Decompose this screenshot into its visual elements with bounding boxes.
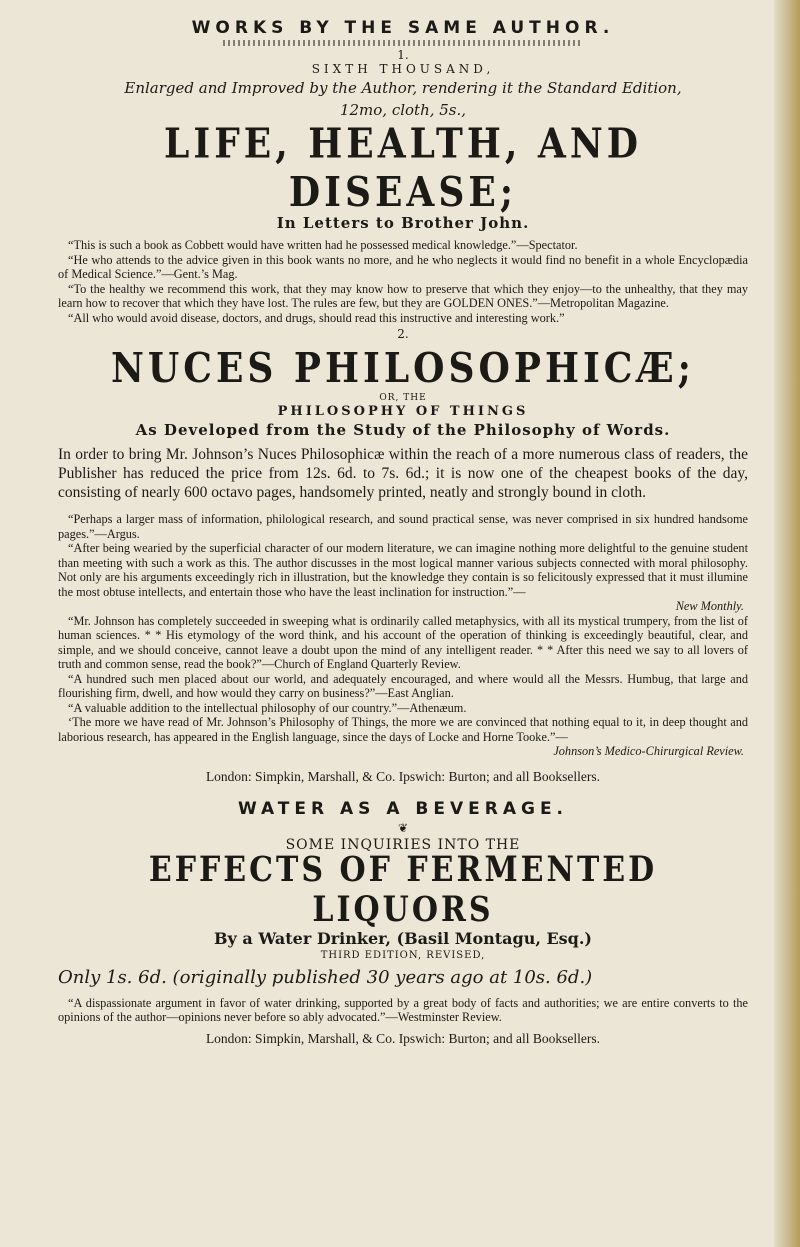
- ornament-icon: ❦: [397, 820, 409, 835]
- book3-heading: WATER AS A BEVERAGE.: [237, 798, 569, 819]
- book3-byline: By a Water Drinker, (Basil Montagu, Esq.): [214, 928, 592, 948]
- book2-or-the: OR, THE: [379, 393, 427, 403]
- review: “Perhaps a larger mass of information, philological research, and sound practical sense, was never comprised in six hundred handsome pages.”—Argus.: [58, 512, 748, 541]
- book3-edition: THIRD EDITION, REVISED,: [320, 949, 486, 961]
- book2-developed: As Developed from the Study of the Philosophy of Words.: [135, 421, 671, 439]
- review-source: New Monthly.: [675, 599, 744, 613]
- page: [58, 18, 748, 1061]
- review: “A valuable addition to the intellectual philosophy of our country.”—Athenæum.: [68, 700, 467, 715]
- book1-subtitle-2: 12mo, cloth, 5s.,: [339, 101, 467, 119]
- book2-reviews: [58, 512, 748, 759]
- review: “A dispassionate argument in favor of water drinking, supported by a great body of facts and authorities; we are entire converts to the opinions of the author—opinions never before so ably advocated.”—Westminster Review.: [58, 995, 748, 1024]
- page-edge: [774, 0, 800, 1247]
- book1-subtitle-1: Enlarged and Improved by the Author, rendering it the Standard Edition,: [124, 79, 682, 97]
- publisher-line-2: London: Simpkin, Marshall, & Co. Ipswich: Burton; and all Booksellers.: [205, 1030, 601, 1046]
- book1-edition: SIXTH THOUSAND,: [311, 62, 495, 76]
- review-source: Johnson’s Medico-Chirurgical Review.: [553, 744, 744, 758]
- review: “After being wearied by the superficial character of our modern literature, we can imagine nothing more delightful to the genuine student than meeting with such a work as this. The author discusses in the most logical manner various subjects connected with moral philosophy. Not only are his arguments exceedingly rich in illustration, but the knowledge they contain is so felicitously expressed that it must illumine the most obtuse intellects, and entertain those who have the least inclination for instruction.”—: [58, 541, 748, 599]
- review: “This is such a book as Cobbett would have written had he possessed medical knowledge.”—Spectator.: [68, 238, 578, 252]
- decorative-rule: [223, 40, 583, 46]
- review: “He who attends to the advice given in this book wants no more, and he who neglects it would find no benefit in a whole Encyclopædia of Medical Science.”—Gent.’s Mag.: [58, 252, 748, 281]
- book2-subtitle: PHILOSOPHY OF THINGS: [277, 404, 529, 419]
- book1-number: 1.: [397, 48, 409, 62]
- review: “A hundred such men placed about our world, and adequately encouraged, and where would all the Messrs. Humbug, that large and flourishing firm, dwell, and how would they carry on business?”—East Anglian.: [58, 671, 748, 700]
- book2-title: NUCES PHILOSOPHICÆ;: [111, 343, 695, 393]
- book3-inquiries: SOME INQUIRIES INTO THE: [285, 836, 521, 853]
- review: “Mr. Johnson has completely succeeded in sweeping what is ordinarily called metaphysics, with all its mystical trumpery, from the list of human sciences. * * His etymology of the word think, and his account of the operation of thinking is exceedingly beautiful, clear, and simple, and we should conceive, cannot leave a doubt upon the mind of any intelligent reader. * * After this need we say to all lovers of truth and common sense, read the book?”—Church of England Quarterly Review.: [58, 613, 748, 671]
- book1-subtitle-3: In Letters to Brother John.: [276, 214, 530, 232]
- book1-title: LIFE, HEALTH, AND DISEASE;: [164, 119, 642, 217]
- review: “To the healthy we recommend this work, that they may know how to preserve that which they enjoy—to the unhealthy, that they may learn how to recover that which they have lost. The rules are few, but they are GOLDEN ONES.”—Metropolitan Magazine.: [58, 281, 748, 310]
- book1-reviews: [58, 238, 748, 325]
- review: “All who would avoid disease, doctors, and drugs, should read this instructive and interesting work.”: [68, 310, 565, 325]
- book3-title: EFFECTS OF FERMENTED LIQUORS: [148, 849, 658, 930]
- publisher-line: London: Simpkin, Marshall, & Co. Ipswich: Burton; and all Booksellers.: [205, 768, 601, 784]
- book3-review: [58, 996, 748, 1025]
- book2-description: In order to bring Mr. Johnson’s Nuces Philosophicæ within the reach of a more numerous class of readers, the Publisher has reduced the price from 12s. 6d. to 7s. 6d.; it is now one of the cheapest books of the day, consisting of nearly 600 octavo pages, handsomely printed, neatly and strongly bound in cloth.: [58, 446, 748, 501]
- review: ‘The more we have read of Mr. Johnson’s Philosophy of Things, the more we are convinced that nothing equal to it, in deep thought and laborious research, has appeared in the English language, since the days of Locke and Horne Tooke.”—: [58, 715, 748, 744]
- page-heading: WORKS BY THE SAME AUTHOR.: [191, 18, 615, 38]
- book2-number: 2.: [397, 327, 409, 341]
- book3-price: Only 1s. 6d. (originally published 30 years ago at 10s. 6d.): [58, 966, 593, 988]
